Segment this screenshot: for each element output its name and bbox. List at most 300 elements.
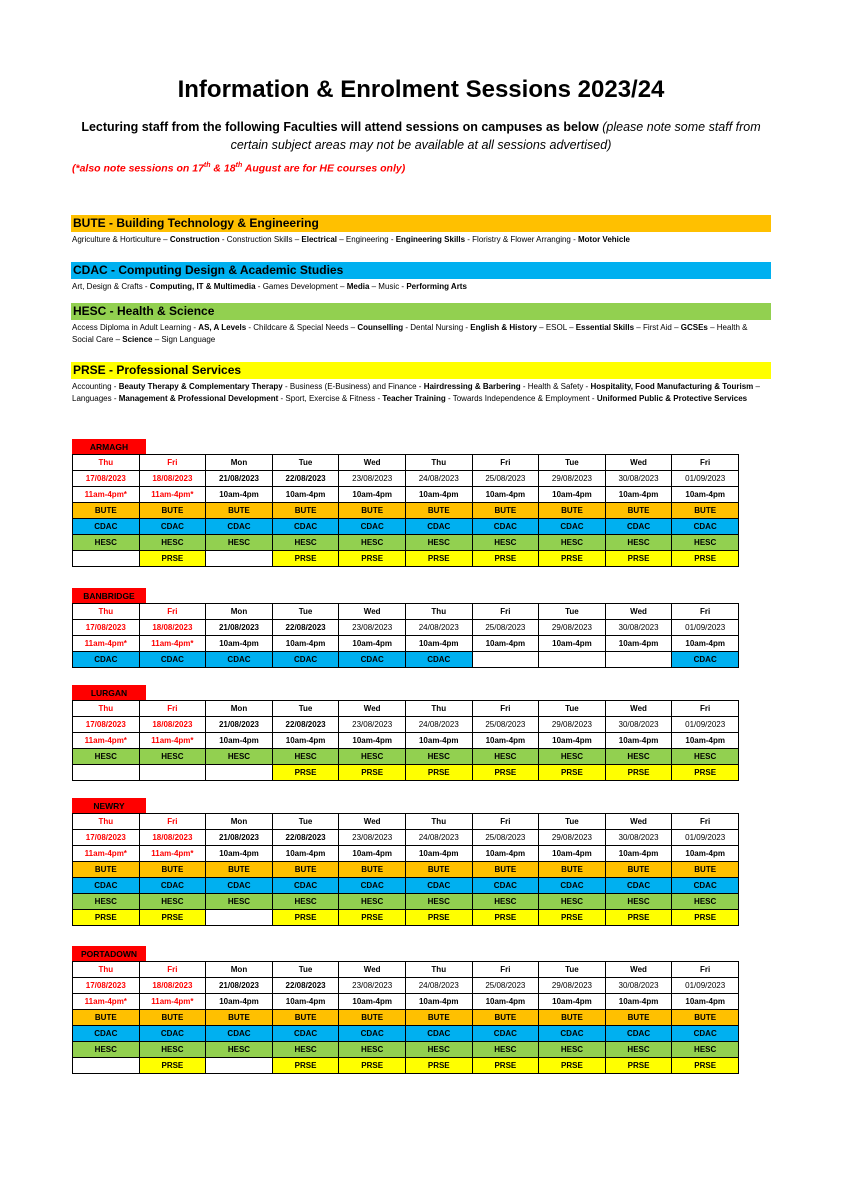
faculty-cell-cdac: CDAC xyxy=(672,878,739,894)
date-cell: 01/09/2023 xyxy=(672,830,739,846)
faculty-cell-cdac: CDAC xyxy=(405,652,472,668)
empty-cell xyxy=(472,652,539,668)
time-cell: 10am-4pm xyxy=(272,487,339,503)
campus-name: PORTADOWN xyxy=(72,946,146,961)
time-cell: 10am-4pm xyxy=(672,733,739,749)
time-cell: 11am-4pm* xyxy=(73,994,140,1010)
date-cell: 18/08/2023 xyxy=(139,978,206,994)
faculty-cell-cdac: CDAC xyxy=(139,519,206,535)
date-cell: 25/08/2023 xyxy=(472,620,539,636)
header-row-day xyxy=(73,814,739,830)
faculty-cell-bute: BUTE xyxy=(73,503,140,519)
faculty-heading: PRSE - Professional Services xyxy=(71,362,771,379)
time-cell: 10am-4pm xyxy=(539,487,606,503)
time-cell: 11am-4pm* xyxy=(139,846,206,862)
day-cell: Fri xyxy=(672,604,739,620)
faculty-cell-prse: PRSE xyxy=(405,910,472,926)
day-cell: Fri xyxy=(472,701,539,717)
day-cell: Thu xyxy=(73,962,140,978)
date-cell: 18/08/2023 xyxy=(139,620,206,636)
day-cell: Wed xyxy=(605,701,672,717)
time-cell: 10am-4pm xyxy=(605,636,672,652)
faculty-cell-bute: BUTE xyxy=(539,503,606,519)
faculty-cell-bute: BUTE xyxy=(672,503,739,519)
time-cell: 11am-4pm* xyxy=(139,994,206,1010)
day-cell: Thu xyxy=(405,962,472,978)
date-cell: 18/08/2023 xyxy=(139,830,206,846)
faculty-cell-hesc: HESC xyxy=(605,749,672,765)
subject-highlight: Computing, IT & Multimedia xyxy=(149,282,256,291)
faculty-cell-bute: BUTE xyxy=(605,503,672,519)
header-row-date xyxy=(73,830,739,846)
faculty-cell-bute: BUTE xyxy=(339,503,406,519)
faculty-cell-bute: BUTE xyxy=(206,862,273,878)
header-row-date xyxy=(73,620,739,636)
subject-text: - Business (E-Business) and Finance - xyxy=(282,382,424,391)
date-cell: 29/08/2023 xyxy=(539,830,606,846)
faculty-cell-hesc: HESC xyxy=(672,894,739,910)
time-cell: 10am-4pm xyxy=(206,487,273,503)
faculty-cell-bute: BUTE xyxy=(139,503,206,519)
faculty-cell-hesc: HESC xyxy=(272,749,339,765)
campus-lurgan xyxy=(72,685,739,781)
faculty-cell-cdac: CDAC xyxy=(472,1026,539,1042)
time-cell: 10am-4pm xyxy=(339,994,406,1010)
faculty-cell-cdac: CDAC xyxy=(73,1026,140,1042)
day-cell: Tue xyxy=(272,604,339,620)
faculty-cell-prse: PRSE xyxy=(272,910,339,926)
time-cell: 10am-4pm xyxy=(405,636,472,652)
subject-text: Accounting - xyxy=(72,382,119,391)
time-cell: 10am-4pm xyxy=(339,636,406,652)
faculty-cell-cdac: CDAC xyxy=(405,1026,472,1042)
faculty-row xyxy=(73,1058,739,1074)
empty-cell xyxy=(206,765,273,781)
subject-highlight: Beauty Therapy & Complementary Therapy xyxy=(118,382,283,391)
faculty-cell-bute: BUTE xyxy=(339,862,406,878)
header-row-time xyxy=(73,994,739,1010)
faculty-cell-bute: BUTE xyxy=(73,1010,140,1026)
faculty-row xyxy=(73,894,739,910)
faculty-cell-prse: PRSE xyxy=(272,1058,339,1074)
faculty-cell-cdac: CDAC xyxy=(139,878,206,894)
subject-text: - Towards Independence & Employment - xyxy=(445,393,597,403)
subject-text: – First Aid – xyxy=(634,323,681,332)
date-cell: 01/09/2023 xyxy=(672,620,739,636)
faculty-row xyxy=(73,862,739,878)
faculty-subjects xyxy=(71,279,771,293)
faculty-cell-prse: PRSE xyxy=(272,765,339,781)
date-cell: 23/08/2023 xyxy=(339,830,406,846)
day-cell: Wed xyxy=(605,604,672,620)
empty-cell xyxy=(73,765,140,781)
date-cell: 22/08/2023 xyxy=(272,471,339,487)
faculty-cell-prse: PRSE xyxy=(605,765,672,781)
subject-highlight: Motor Vehicle xyxy=(577,235,630,244)
faculty-cell-hesc: HESC xyxy=(339,535,406,551)
day-cell: Fri xyxy=(139,814,206,830)
faculty-cell-cdac: CDAC xyxy=(539,519,606,535)
day-cell: Thu xyxy=(73,455,140,471)
header-row-day xyxy=(73,701,739,717)
empty-cell xyxy=(139,765,206,781)
faculty-cell-hesc: HESC xyxy=(672,1042,739,1058)
time-cell: 10am-4pm xyxy=(672,487,739,503)
faculty-cell-cdac: CDAC xyxy=(272,519,339,535)
faculty-cdac xyxy=(71,262,771,293)
faculty-cell-cdac: CDAC xyxy=(539,878,606,894)
faculty-cell-cdac: CDAC xyxy=(472,878,539,894)
faculty-cell-prse: PRSE xyxy=(405,551,472,567)
faculty-cell-prse: PRSE xyxy=(672,551,739,567)
subject-highlight: Hairdressing & Barbering xyxy=(423,382,521,391)
faculty-cell-bute: BUTE xyxy=(405,503,472,519)
faculty-cell-bute: BUTE xyxy=(339,1010,406,1026)
faculty-cell-bute: BUTE xyxy=(605,862,672,878)
time-cell: 10am-4pm xyxy=(539,846,606,862)
day-cell: Fri xyxy=(472,455,539,471)
faculty-cell-cdac: CDAC xyxy=(272,652,339,668)
day-cell: Wed xyxy=(339,604,406,620)
date-cell: 17/08/2023 xyxy=(73,717,140,733)
faculty-cell-bute: BUTE xyxy=(472,862,539,878)
date-cell: 24/08/2023 xyxy=(405,978,472,994)
date-cell: 22/08/2023 xyxy=(272,830,339,846)
subject-highlight: Science xyxy=(122,334,153,344)
faculty-cell-prse: PRSE xyxy=(539,551,606,567)
faculty-cell-prse: PRSE xyxy=(605,1058,672,1074)
time-cell: 10am-4pm xyxy=(339,733,406,749)
faculty-cell-bute: BUTE xyxy=(405,862,472,878)
faculty-heading: HESC - Health & Science xyxy=(71,303,771,320)
faculty-cell-hesc: HESC xyxy=(539,894,606,910)
faculty-cell-cdac: CDAC xyxy=(405,878,472,894)
date-cell: 29/08/2023 xyxy=(539,471,606,487)
time-cell: 10am-4pm xyxy=(206,636,273,652)
faculty-cell-hesc: HESC xyxy=(73,894,140,910)
time-cell: 10am-4pm xyxy=(539,994,606,1010)
time-cell: 10am-4pm xyxy=(472,846,539,862)
header-row-time xyxy=(73,487,739,503)
date-cell: 01/09/2023 xyxy=(672,717,739,733)
faculty-cell-cdac: CDAC xyxy=(206,652,273,668)
day-cell: Fri xyxy=(672,814,739,830)
faculty-cell-prse: PRSE xyxy=(672,1058,739,1074)
date-cell: 21/08/2023 xyxy=(206,717,273,733)
faculty-row xyxy=(73,1026,739,1042)
day-cell: Fri xyxy=(139,701,206,717)
day-cell: Wed xyxy=(339,814,406,830)
time-cell: 10am-4pm xyxy=(405,487,472,503)
faculty-cell-hesc: HESC xyxy=(272,894,339,910)
faculty-subjects xyxy=(71,232,771,246)
subject-text: Art, Design & Crafts - xyxy=(72,282,150,291)
session-table xyxy=(72,961,739,1074)
date-cell: 23/08/2023 xyxy=(339,620,406,636)
faculty-prse xyxy=(71,362,771,404)
day-cell: Fri xyxy=(139,455,206,471)
day-cell: Mon xyxy=(206,455,273,471)
campus-banbridge xyxy=(72,588,739,668)
time-cell: 10am-4pm xyxy=(605,487,672,503)
faculty-cell-cdac: CDAC xyxy=(139,1026,206,1042)
time-cell: 10am-4pm xyxy=(539,636,606,652)
day-cell: Thu xyxy=(73,604,140,620)
faculty-cell-bute: BUTE xyxy=(405,1010,472,1026)
time-cell: 11am-4pm* xyxy=(73,846,140,862)
date-cell: 17/08/2023 xyxy=(73,978,140,994)
faculty-row xyxy=(73,519,739,535)
faculty-cell-hesc: HESC xyxy=(472,749,539,765)
faculty-cell-hesc: HESC xyxy=(405,749,472,765)
faculty-cell-bute: BUTE xyxy=(672,862,739,878)
faculty-bute xyxy=(71,215,771,246)
time-cell: 10am-4pm xyxy=(405,733,472,749)
faculty-heading: BUTE - Building Technology & Engineering xyxy=(71,215,771,232)
faculty-cell-prse: PRSE xyxy=(539,910,606,926)
campus-armagh xyxy=(72,439,739,567)
date-cell: 21/08/2023 xyxy=(206,830,273,846)
date-cell: 23/08/2023 xyxy=(339,978,406,994)
faculty-cell-hesc: HESC xyxy=(206,749,273,765)
date-cell: 01/09/2023 xyxy=(672,471,739,487)
he-note-part2: & 18 xyxy=(210,162,236,175)
date-cell: 24/08/2023 xyxy=(405,717,472,733)
subject-highlight: Performing Arts xyxy=(406,282,467,291)
day-cell: Fri xyxy=(472,604,539,620)
date-cell: 30/08/2023 xyxy=(605,830,672,846)
faculty-cell-bute: BUTE xyxy=(272,1010,339,1026)
time-cell: 10am-4pm xyxy=(472,636,539,652)
date-cell: 24/08/2023 xyxy=(405,471,472,487)
faculty-cell-prse: PRSE xyxy=(472,1058,539,1074)
empty-cell xyxy=(605,652,672,668)
time-cell: 10am-4pm xyxy=(605,846,672,862)
subject-text: - Games Development – xyxy=(255,282,347,291)
time-cell: 10am-4pm xyxy=(539,733,606,749)
day-cell: Thu xyxy=(405,701,472,717)
date-cell: 25/08/2023 xyxy=(472,471,539,487)
subject-text: - Construction Skills – xyxy=(219,235,302,244)
day-cell: Tue xyxy=(272,455,339,471)
faculty-cell-bute: BUTE xyxy=(206,1010,273,1026)
faculty-cell-hesc: HESC xyxy=(339,894,406,910)
faculty-cell-prse: PRSE xyxy=(539,1058,606,1074)
date-cell: 30/08/2023 xyxy=(605,471,672,487)
campus-name: NEWRY xyxy=(72,798,146,813)
faculty-cell-prse: PRSE xyxy=(672,765,739,781)
header-row-date xyxy=(73,978,739,994)
day-cell: Tue xyxy=(272,701,339,717)
session-table xyxy=(72,454,739,567)
faculty-cell-cdac: CDAC xyxy=(206,1026,273,1042)
intro-italic: (please note some staff from certain subject areas may not be available at all sessions advertised) xyxy=(230,120,761,152)
faculty-cell-hesc: HESC xyxy=(472,1042,539,1058)
faculty-cell-cdac: CDAC xyxy=(339,652,406,668)
subject-text: – Engineering - xyxy=(337,235,396,244)
faculty-cell-prse: PRSE xyxy=(339,910,406,926)
faculty-cell-prse: PRSE xyxy=(139,1058,206,1074)
faculty-cell-bute: BUTE xyxy=(272,503,339,519)
faculty-cell-bute: BUTE xyxy=(672,1010,739,1026)
subject-highlight: AS, A Levels xyxy=(198,323,247,332)
faculty-cell-prse: PRSE xyxy=(472,765,539,781)
date-cell: 21/08/2023 xyxy=(206,471,273,487)
faculty-row xyxy=(73,652,739,668)
faculty-cell-prse: PRSE xyxy=(139,910,206,926)
date-cell: 25/08/2023 xyxy=(472,978,539,994)
he-note-part3: August are for HE courses only) xyxy=(242,162,406,175)
faculty-cell-cdac: CDAC xyxy=(672,652,739,668)
faculty-cell-cdac: CDAC xyxy=(206,519,273,535)
faculty-cell-hesc: HESC xyxy=(139,535,206,551)
day-cell: Tue xyxy=(539,814,606,830)
faculty-cell-hesc: HESC xyxy=(472,535,539,551)
faculty-cell-cdac: CDAC xyxy=(339,1026,406,1042)
time-cell: 11am-4pm* xyxy=(139,487,206,503)
faculty-row xyxy=(73,1010,739,1026)
session-table xyxy=(72,700,739,781)
day-cell: Thu xyxy=(405,604,472,620)
day-cell: Fri xyxy=(672,701,739,717)
day-cell: Fri xyxy=(672,455,739,471)
campus-name: LURGAN xyxy=(72,685,146,700)
header-row-date xyxy=(73,717,739,733)
time-cell: 10am-4pm xyxy=(672,636,739,652)
subject-highlight: Media xyxy=(346,282,370,291)
faculty-cell-bute: BUTE xyxy=(539,1010,606,1026)
faculty-cell-prse: PRSE xyxy=(73,910,140,926)
faculty-cell-prse: PRSE xyxy=(539,765,606,781)
day-cell: Wed xyxy=(339,455,406,471)
faculty-cell-hesc: HESC xyxy=(605,1042,672,1058)
faculty-cell-hesc: HESC xyxy=(73,535,140,551)
faculty-row xyxy=(73,878,739,894)
faculty-cell-bute: BUTE xyxy=(73,862,140,878)
empty-cell xyxy=(206,551,273,567)
subject-text: – Health & Social Care – xyxy=(72,323,748,344)
time-cell: 10am-4pm xyxy=(472,994,539,1010)
date-cell: 30/08/2023 xyxy=(605,620,672,636)
day-cell: Wed xyxy=(339,962,406,978)
faculty-heading: CDAC - Computing Design & Academic Studies xyxy=(71,262,771,279)
empty-cell xyxy=(539,652,606,668)
subject-highlight: Teacher Training xyxy=(382,393,446,403)
faculty-cell-prse: PRSE xyxy=(339,1058,406,1074)
faculty-cell-hesc: HESC xyxy=(539,749,606,765)
faculty-cell-prse: PRSE xyxy=(339,551,406,567)
faculty-cell-hesc: HESC xyxy=(405,535,472,551)
day-cell: Mon xyxy=(206,962,273,978)
empty-cell xyxy=(206,910,273,926)
date-cell: 17/08/2023 xyxy=(73,620,140,636)
day-cell: Wed xyxy=(605,455,672,471)
date-cell: 24/08/2023 xyxy=(405,830,472,846)
header-row-date xyxy=(73,471,739,487)
faculty-cell-prse: PRSE xyxy=(339,765,406,781)
date-cell: 18/08/2023 xyxy=(139,717,206,733)
date-cell: 23/08/2023 xyxy=(339,717,406,733)
header-row-day xyxy=(73,604,739,620)
subject-highlight: Management & Professional Development xyxy=(118,393,279,403)
faculty-cell-hesc: HESC xyxy=(73,1042,140,1058)
faculty-cell-hesc: HESC xyxy=(139,1042,206,1058)
time-cell: 11am-4pm* xyxy=(73,636,140,652)
faculty-row xyxy=(73,503,739,519)
day-cell: Thu xyxy=(73,701,140,717)
time-cell: 11am-4pm* xyxy=(73,733,140,749)
faculty-cell-hesc: HESC xyxy=(139,749,206,765)
subject-text: - Sport, Exercise & Fitness - xyxy=(278,393,383,403)
faculty-row xyxy=(73,551,739,567)
faculty-cell-cdac: CDAC xyxy=(272,878,339,894)
header-row-day xyxy=(73,455,739,471)
subject-text: - Dental Nursing - xyxy=(403,323,471,332)
day-cell: Fri xyxy=(139,962,206,978)
he-note-part1: (*also note sessions on 17 xyxy=(72,162,204,175)
intro-text xyxy=(80,118,762,154)
time-cell: 11am-4pm* xyxy=(139,733,206,749)
time-cell: 10am-4pm xyxy=(206,994,273,1010)
subject-text: – Music - xyxy=(369,282,407,291)
date-cell: 22/08/2023 xyxy=(272,717,339,733)
date-cell: 01/09/2023 xyxy=(672,978,739,994)
subject-highlight: Hospitality, Food Manufacturing & Tourism xyxy=(590,382,754,391)
faculty-cell-prse: PRSE xyxy=(605,910,672,926)
faculty-cell-prse: PRSE xyxy=(472,910,539,926)
faculty-cell-hesc: HESC xyxy=(206,535,273,551)
date-cell: 21/08/2023 xyxy=(206,620,273,636)
time-cell: 10am-4pm xyxy=(672,994,739,1010)
day-cell: Tue xyxy=(272,962,339,978)
time-cell: 10am-4pm xyxy=(272,846,339,862)
date-cell: 29/08/2023 xyxy=(539,717,606,733)
empty-cell xyxy=(206,1058,273,1074)
date-cell: 23/08/2023 xyxy=(339,471,406,487)
date-cell: 21/08/2023 xyxy=(206,978,273,994)
time-cell: 10am-4pm xyxy=(206,846,273,862)
date-cell: 17/08/2023 xyxy=(73,471,140,487)
subject-text: Agriculture & Horticulture – xyxy=(72,235,170,244)
faculty-cell-hesc: HESC xyxy=(339,749,406,765)
faculty-cell-hesc: HESC xyxy=(672,749,739,765)
subject-highlight: English & History xyxy=(470,323,537,332)
faculty-subjects xyxy=(71,379,771,404)
faculty-cell-bute: BUTE xyxy=(206,503,273,519)
time-cell: 10am-4pm xyxy=(272,733,339,749)
he-note-sup1: th xyxy=(203,162,211,169)
subject-text: – Sign Language xyxy=(152,334,216,344)
faculty-hesc xyxy=(71,303,771,345)
faculty-cell-hesc: HESC xyxy=(672,535,739,551)
day-cell: Fri xyxy=(472,962,539,978)
faculty-cell-cdac: CDAC xyxy=(73,519,140,535)
campus-name: BANBRIDGE xyxy=(72,588,146,603)
faculty-cell-bute: BUTE xyxy=(139,862,206,878)
faculty-cell-prse: PRSE xyxy=(405,1058,472,1074)
date-cell: 25/08/2023 xyxy=(472,717,539,733)
faculty-subjects xyxy=(71,320,771,345)
campus-newry xyxy=(72,798,739,926)
faculty-cell-cdac: CDAC xyxy=(605,519,672,535)
faculty-cell-hesc: HESC xyxy=(339,1042,406,1058)
faculty-cell-bute: BUTE xyxy=(472,503,539,519)
time-cell: 10am-4pm xyxy=(605,733,672,749)
day-cell: Thu xyxy=(405,814,472,830)
faculty-cell-hesc: HESC xyxy=(605,894,672,910)
he-note-sup2: th xyxy=(235,162,243,169)
faculty-cell-cdac: CDAC xyxy=(405,519,472,535)
